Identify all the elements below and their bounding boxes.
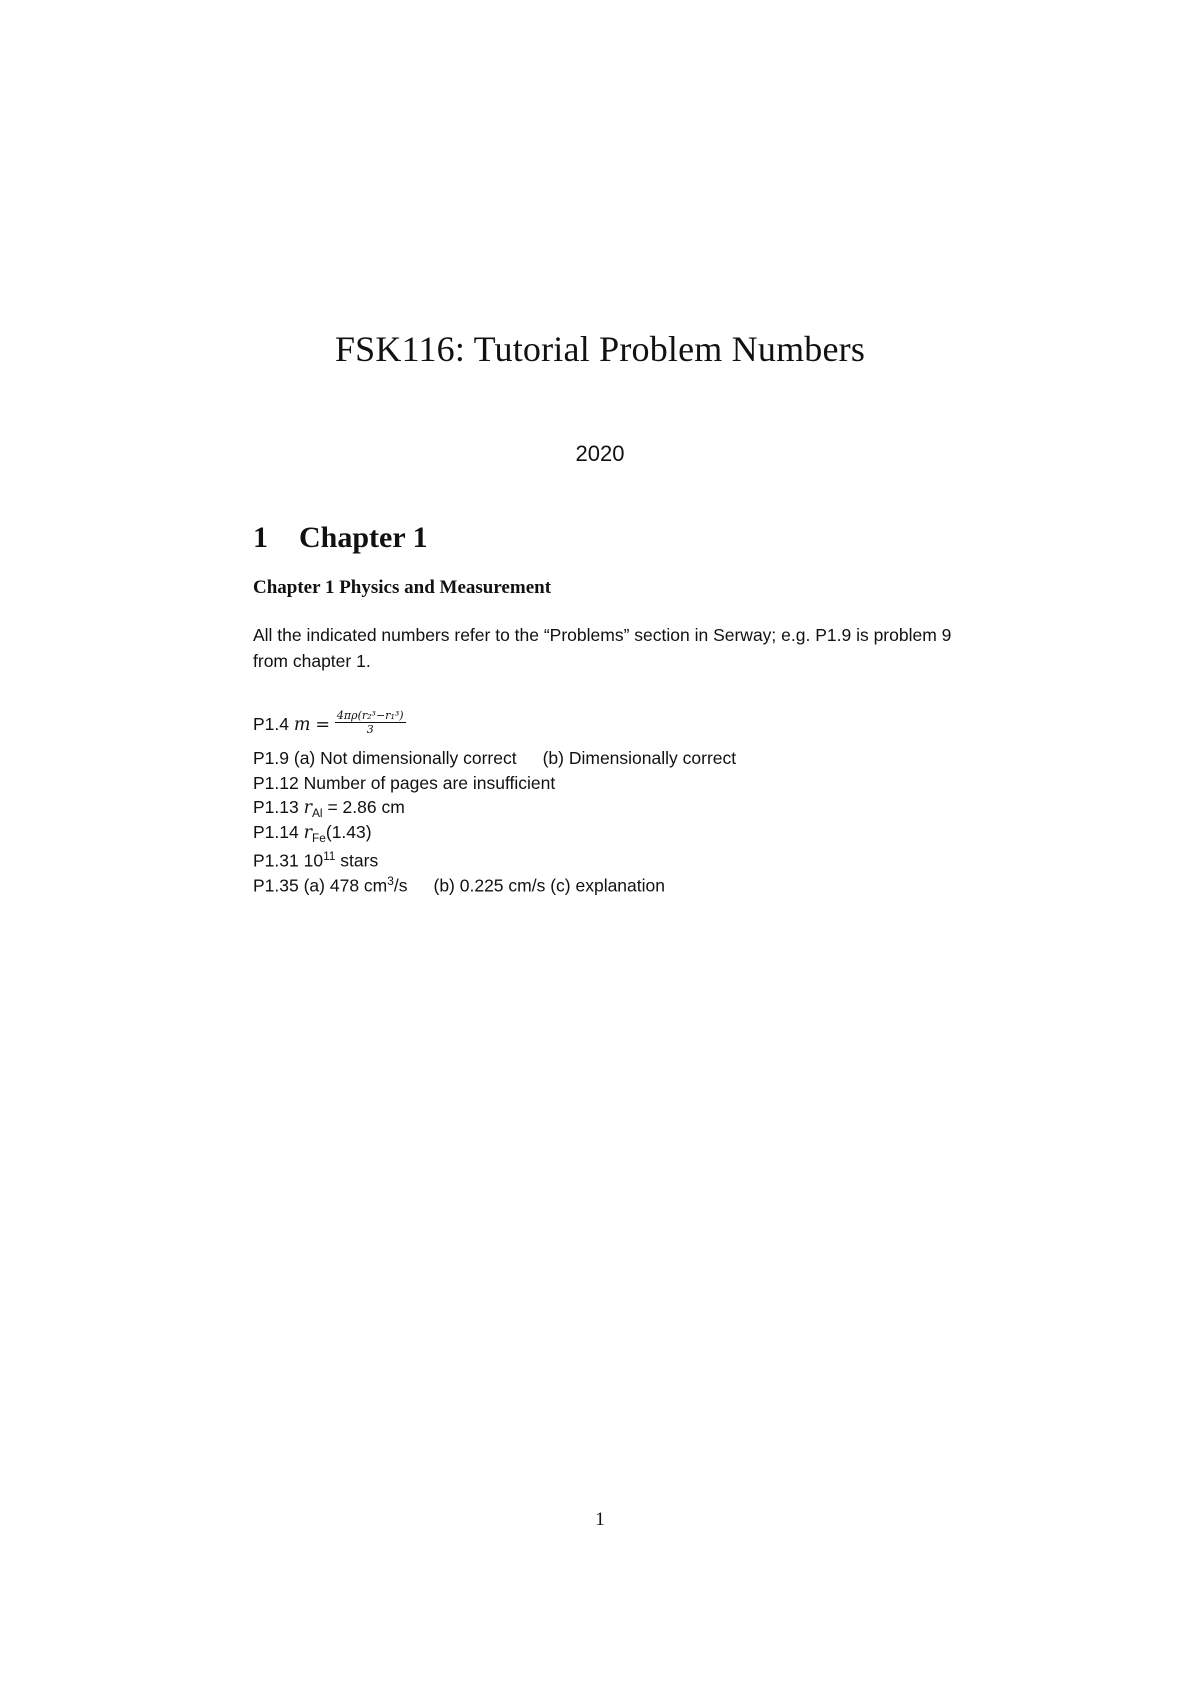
document-title: FSK116: Tutorial Problem Numbers bbox=[334, 329, 866, 369]
answer-list bbox=[253, 709, 973, 896]
answer-text: Number of pages are insufficient bbox=[303, 772, 556, 793]
answer-p1-9 bbox=[253, 746, 973, 771]
answer-value: (1.43) bbox=[325, 821, 372, 842]
fraction-numerator: 4πρ(r₂³−r₁³) bbox=[336, 709, 404, 722]
document-date: 2020 bbox=[575, 441, 625, 466]
answer-p1-31 bbox=[253, 844, 973, 869]
equals-sign: = bbox=[315, 715, 331, 736]
answer-label: P1.14 bbox=[253, 821, 299, 842]
section-heading bbox=[253, 520, 428, 556]
answer-p1-35 bbox=[253, 869, 973, 894]
answer-part-b: (b) Dimensionally correct bbox=[542, 748, 737, 768]
math-subscript: Al bbox=[311, 806, 323, 821]
math-subscript: Fe bbox=[311, 830, 326, 845]
section-title: Chapter 1 bbox=[299, 521, 428, 554]
answer-p1-12 bbox=[253, 771, 973, 796]
intro-paragraph: All the indicated numbers refer to the “Problems” section in Serway; e.g. P1.9 is problem 9 from chapter 1. bbox=[253, 625, 952, 671]
math-symbol: r bbox=[303, 822, 312, 843]
power-base: 10 bbox=[303, 850, 324, 871]
subsection-heading: Chapter 1 Physics and Measurement bbox=[253, 577, 552, 598]
answer-part-a: (a) 478 cm bbox=[303, 875, 388, 896]
page-number: 1 bbox=[595, 1509, 605, 1530]
fraction-denominator: 3 bbox=[366, 723, 374, 736]
answer-unit: stars bbox=[340, 850, 379, 871]
answer-part-a-unit: /s bbox=[393, 875, 408, 896]
fraction bbox=[335, 709, 406, 736]
answer-label: P1.13 bbox=[253, 797, 299, 817]
answer-part-a: (a) Not dimensionally correct bbox=[293, 748, 517, 768]
answer-p1-13 bbox=[253, 795, 973, 820]
unit-exponent: 3 bbox=[387, 873, 394, 888]
answer-label: P1.9 bbox=[253, 748, 289, 768]
answer-part-b: (b) 0.225 cm/s (c) explanation bbox=[433, 875, 665, 896]
answer-label: P1.35 bbox=[253, 875, 299, 896]
answer-label: P1.31 bbox=[253, 850, 299, 871]
answer-label: P1.12 bbox=[253, 772, 299, 793]
answer-p1-4 bbox=[253, 709, 973, 746]
math-symbol: m bbox=[293, 715, 311, 736]
answer-p1-14 bbox=[253, 820, 973, 845]
answer-label: P1.4 bbox=[253, 714, 289, 735]
math-symbol: r bbox=[303, 798, 312, 818]
answer-value: = 2.86 cm bbox=[327, 797, 405, 817]
power-exponent: 11 bbox=[323, 849, 336, 863]
section-number: 1 bbox=[253, 521, 268, 554]
